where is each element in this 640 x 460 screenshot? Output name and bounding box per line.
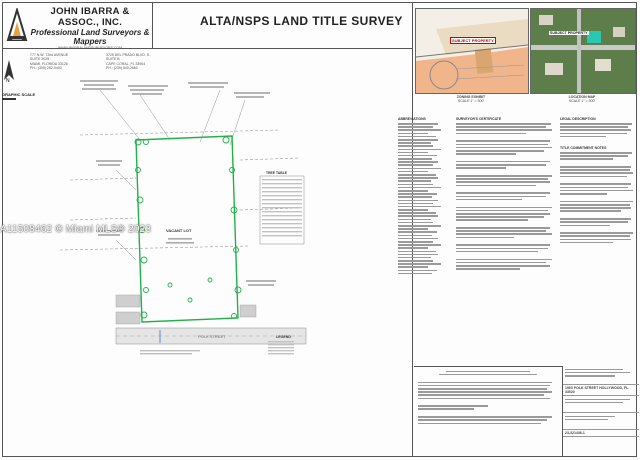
firm-name: JOHN IBARRA & ASSOC., INC. <box>50 6 130 28</box>
firm-logo <box>6 8 28 42</box>
location-caption-title: LOCATION MAP <box>568 95 596 99</box>
zoning-exhibit-map <box>415 8 529 94</box>
north-arrow-icon <box>2 60 16 82</box>
zoning-property-label: SUBJECT PROPERTY <box>452 38 494 43</box>
address-line: 777 N.W. 72nd AVENUE <box>30 52 69 57</box>
location-property-label: SUBJECT PROPERTY <box>550 31 588 35</box>
firm-subtitle: Professional Land Surveyors & Mappers <box>30 28 150 46</box>
abbreviations-heading: ABBREVIATIONS <box>398 117 426 121</box>
legal-description-heading: LEGAL DESCRIPTION <box>560 117 596 121</box>
survey-plan-drawing <box>20 60 410 360</box>
header-divider <box>152 2 153 48</box>
title-block-firm <box>563 366 639 385</box>
header-divider <box>2 48 412 49</box>
address-line: MIAMI, FLORIDA 33126 <box>30 61 68 66</box>
address-line: 3725 DEL PRADO BLVD. S. <box>106 52 150 57</box>
vacant-lot-label: VACANT LOT <box>166 228 192 233</box>
legend-title: LEGEND <box>276 335 291 339</box>
job-number: 23-321436-1 <box>563 430 639 437</box>
zoning-caption-scale: SCALE 1" = 300' <box>457 99 485 103</box>
address-line: PH.: (305) 262-0400 <box>30 66 62 70</box>
svg-text:N: N <box>6 78 10 82</box>
address-line: CAPE CORAL, FL 33904 <box>106 61 146 66</box>
title-block <box>562 366 639 456</box>
zoning-caption-title: ZONING EXHIBIT <box>456 95 486 99</box>
title-block-details <box>563 396 639 413</box>
surveyors-certificate-column <box>456 116 556 356</box>
location-caption <box>530 95 634 103</box>
location-aerial-map <box>530 8 636 94</box>
legal-description-column <box>560 116 636 364</box>
project-address: 1903 POLK STREET HOLLYWOOD, FL. 33020 <box>563 385 639 396</box>
zoning-caption <box>415 95 527 103</box>
mls-watermark: A11508462 © Miami MLS® 2023 <box>0 224 152 235</box>
address-line: SUITE 3025 <box>30 57 50 61</box>
title-block-revisions <box>563 413 639 430</box>
title-commitment-heading: TITLE COMMITMENT NOTES <box>560 145 607 150</box>
survey-title: ALTA/NSPS LAND TITLE SURVEY <box>200 14 403 28</box>
graphic-scale-bar <box>2 98 16 100</box>
abbreviations-column <box>398 116 448 346</box>
street-label: POLK STREET <box>198 334 226 339</box>
graphic-scale-label: GRAPHIC SCALE <box>2 92 36 97</box>
address-line: PH.: (239) 540-2660 <box>106 66 138 70</box>
surveyors-certificate-heading: SURVEYOR'S CERTIFICATE <box>456 117 502 121</box>
location-caption-scale: SCALE 1" = 300' <box>568 99 596 103</box>
notes-box <box>414 366 562 457</box>
address-line: SUITE B <box>106 57 120 61</box>
tree-table-title: TREE TABLE <box>266 171 288 175</box>
